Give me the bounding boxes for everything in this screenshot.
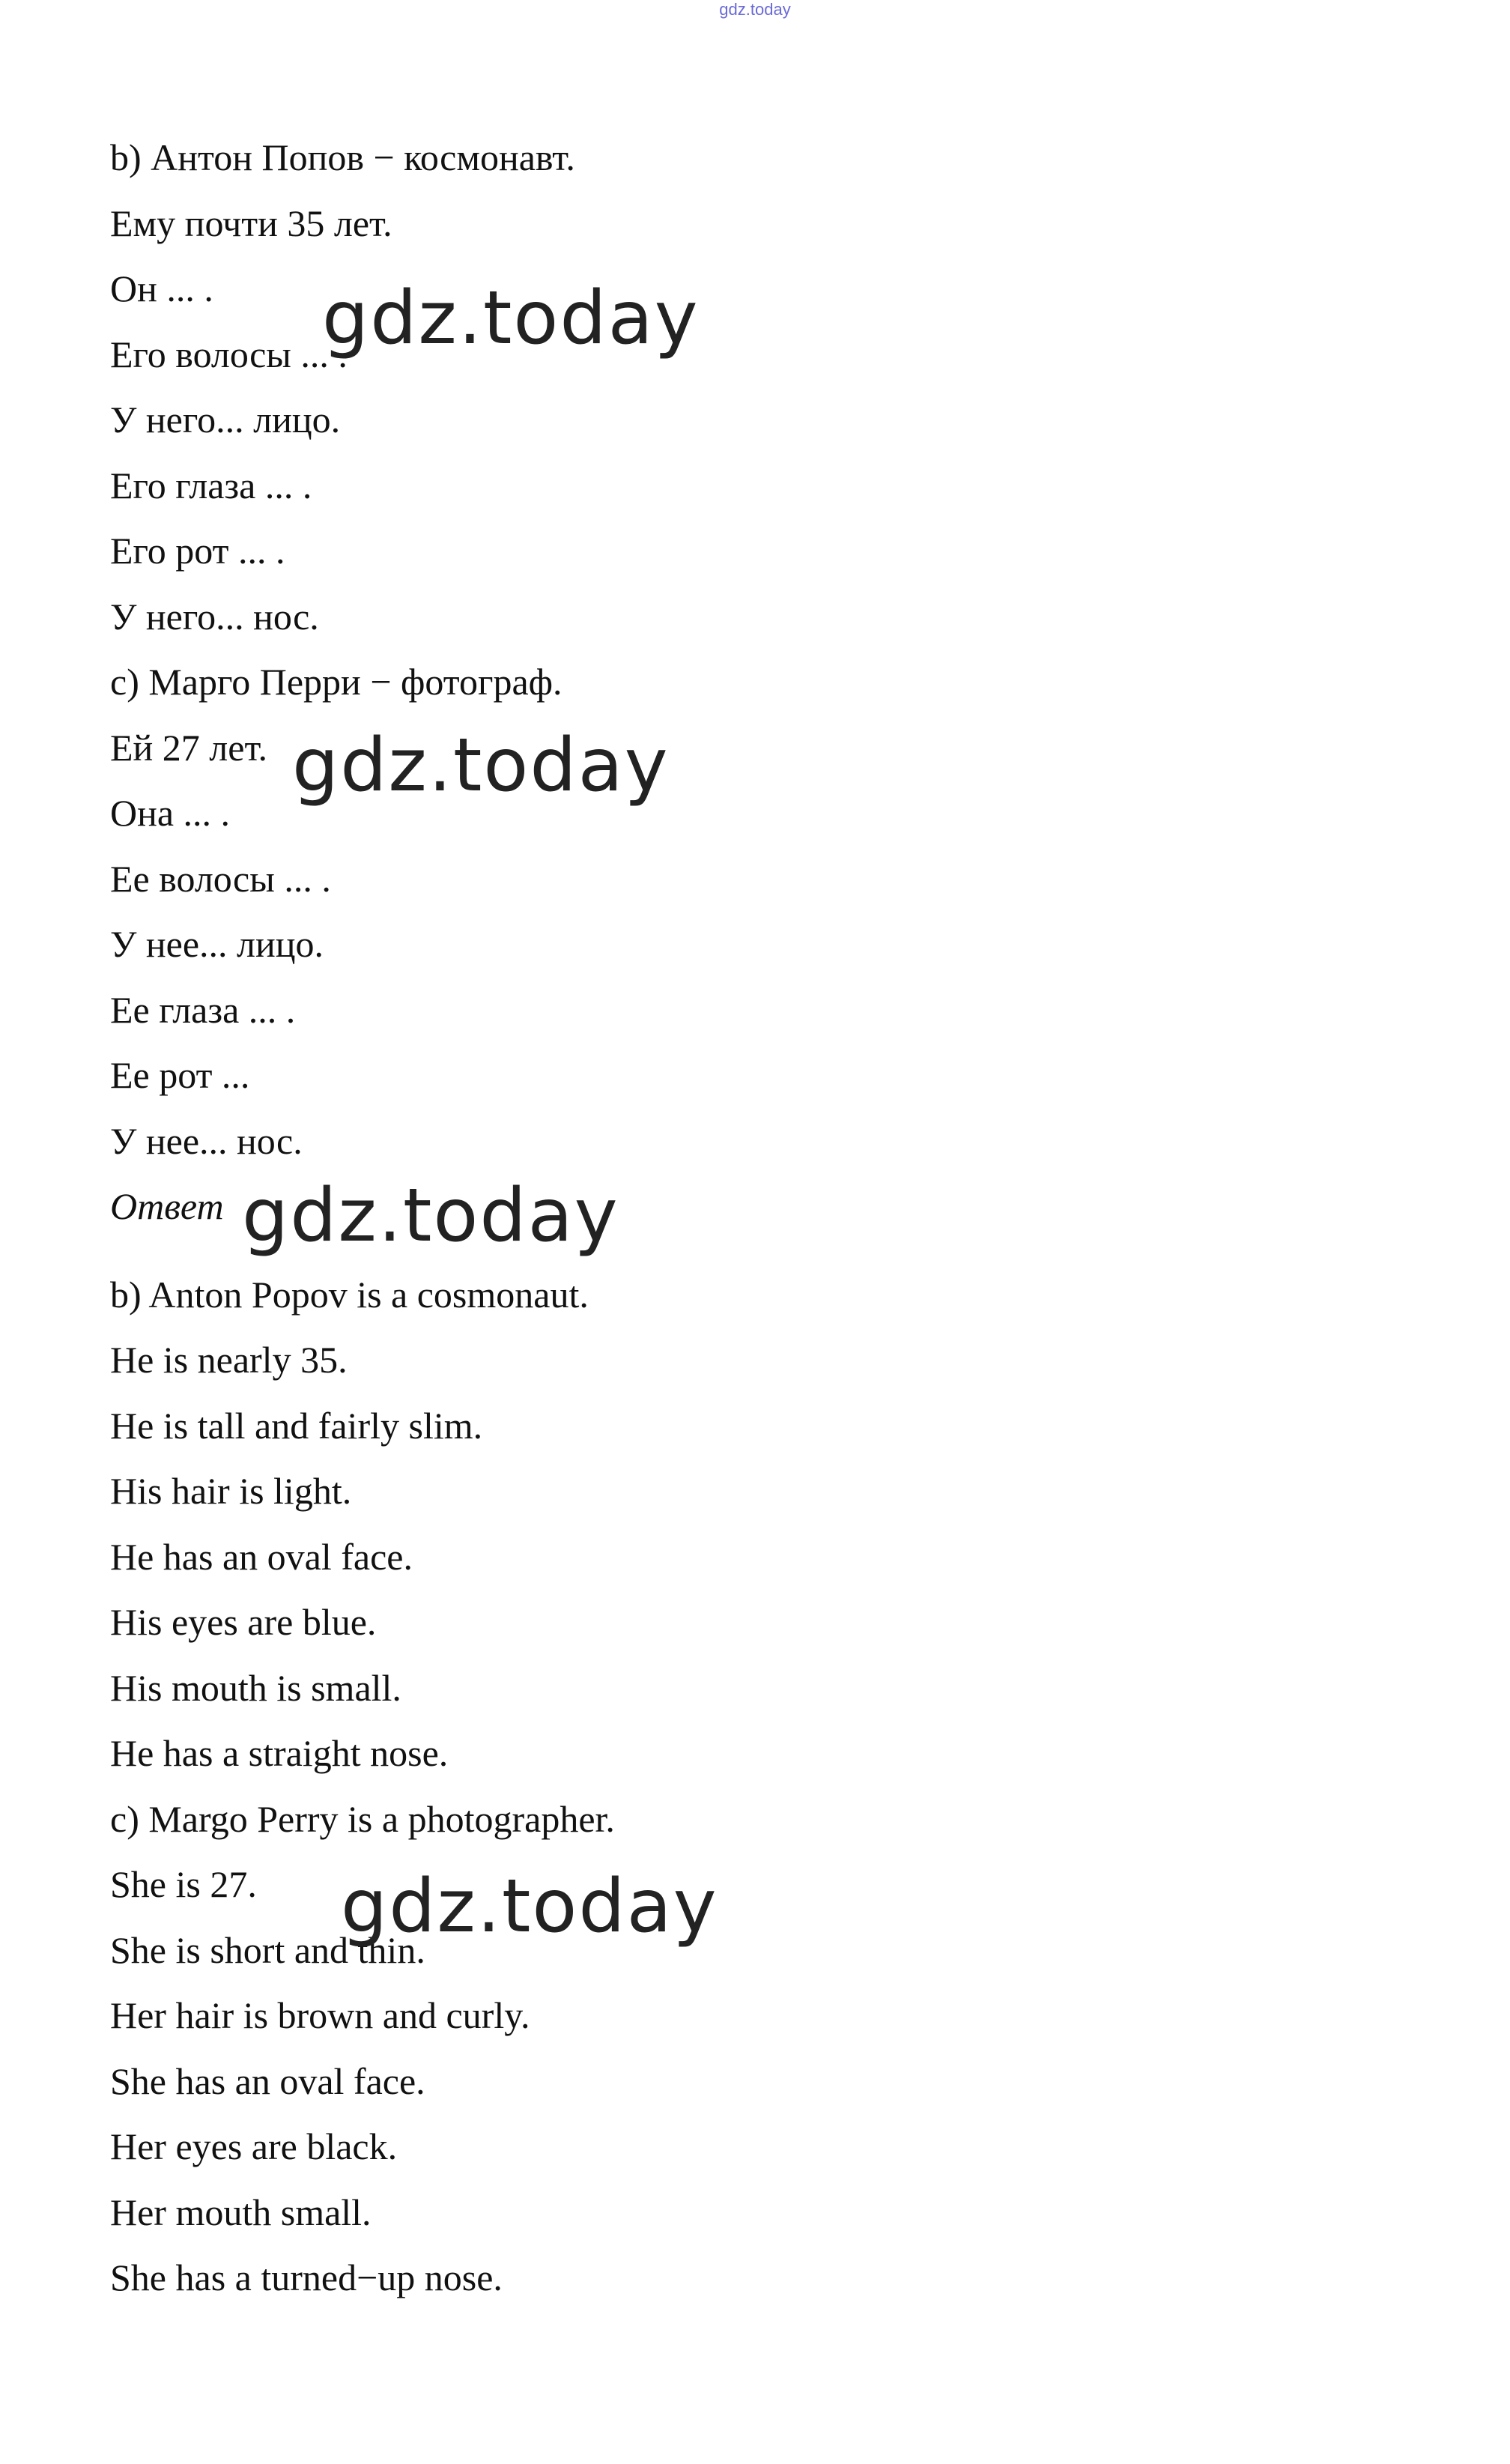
answer-b-line: b) Anton Popov is a cosmonaut. [110, 1273, 589, 1316]
question-c-line: Ей 27 лет. [110, 726, 268, 769]
question-b-line: Ему почти 35 лет. [110, 202, 392, 244]
answer-c-line: Her eyes are black. [110, 2125, 398, 2167]
question-b-line: Он ... . [110, 267, 213, 309]
question-b-line: b) Антон Попов − космонавт. [110, 136, 575, 178]
answer-c-line: Her hair is brown and curly. [110, 1994, 530, 2036]
question-b-line: У него... нос. [110, 595, 319, 638]
watermark: gdz.today [292, 723, 670, 808]
answer-c-line: She is 27. [110, 1863, 257, 1905]
answer-c-line: c) Margo Perry is a photographer. [110, 1797, 615, 1840]
question-c-line: Ее рот ... [110, 1054, 250, 1096]
question-c-line: У нее... лицо. [110, 923, 324, 965]
question-c-line: Ее волосы ... . [110, 857, 331, 900]
question-c-line: Ее глаза ... . [110, 988, 296, 1031]
question-c-line: Она ... . [110, 792, 231, 834]
watermark: gdz.today [242, 1173, 619, 1259]
question-b-line: Его волосы ... . [110, 333, 348, 375]
answer-c-line: She has an oval face. [110, 2059, 425, 2102]
question-b-line: Его рот ... . [110, 530, 285, 572]
answer-c-line: Her mouth small. [110, 2191, 372, 2233]
answer-b-line: His hair is light. [110, 1470, 352, 1512]
answer-b-line: He is tall and fairly slim. [110, 1404, 483, 1447]
site-mark: gdz.today [719, 0, 791, 19]
answer-c-line: She has a turned−up nose. [110, 2256, 503, 2298]
answer-b-line: He has an oval face. [110, 1535, 413, 1578]
answer-b-line: He is nearly 35. [110, 1339, 348, 1381]
question-b-line: У него... лицо. [110, 399, 341, 441]
answer-label: Ответ [110, 1185, 224, 1227]
answer-b-line: His eyes are blue. [110, 1601, 377, 1643]
question-c-line: У нее... нос. [110, 1119, 303, 1162]
answer-c-line: She is short and thin. [110, 1928, 425, 1971]
watermark: gdz.today [322, 276, 700, 361]
watermark: gdz.today [341, 1864, 718, 1949]
question-c-line: c) Марго Перри − фотограф. [110, 661, 563, 703]
question-b-line: Его глаза ... . [110, 464, 312, 506]
answer-b-line: He has a straight nose. [110, 1732, 449, 1774]
answer-b-line: His mouth is small. [110, 1666, 401, 1709]
